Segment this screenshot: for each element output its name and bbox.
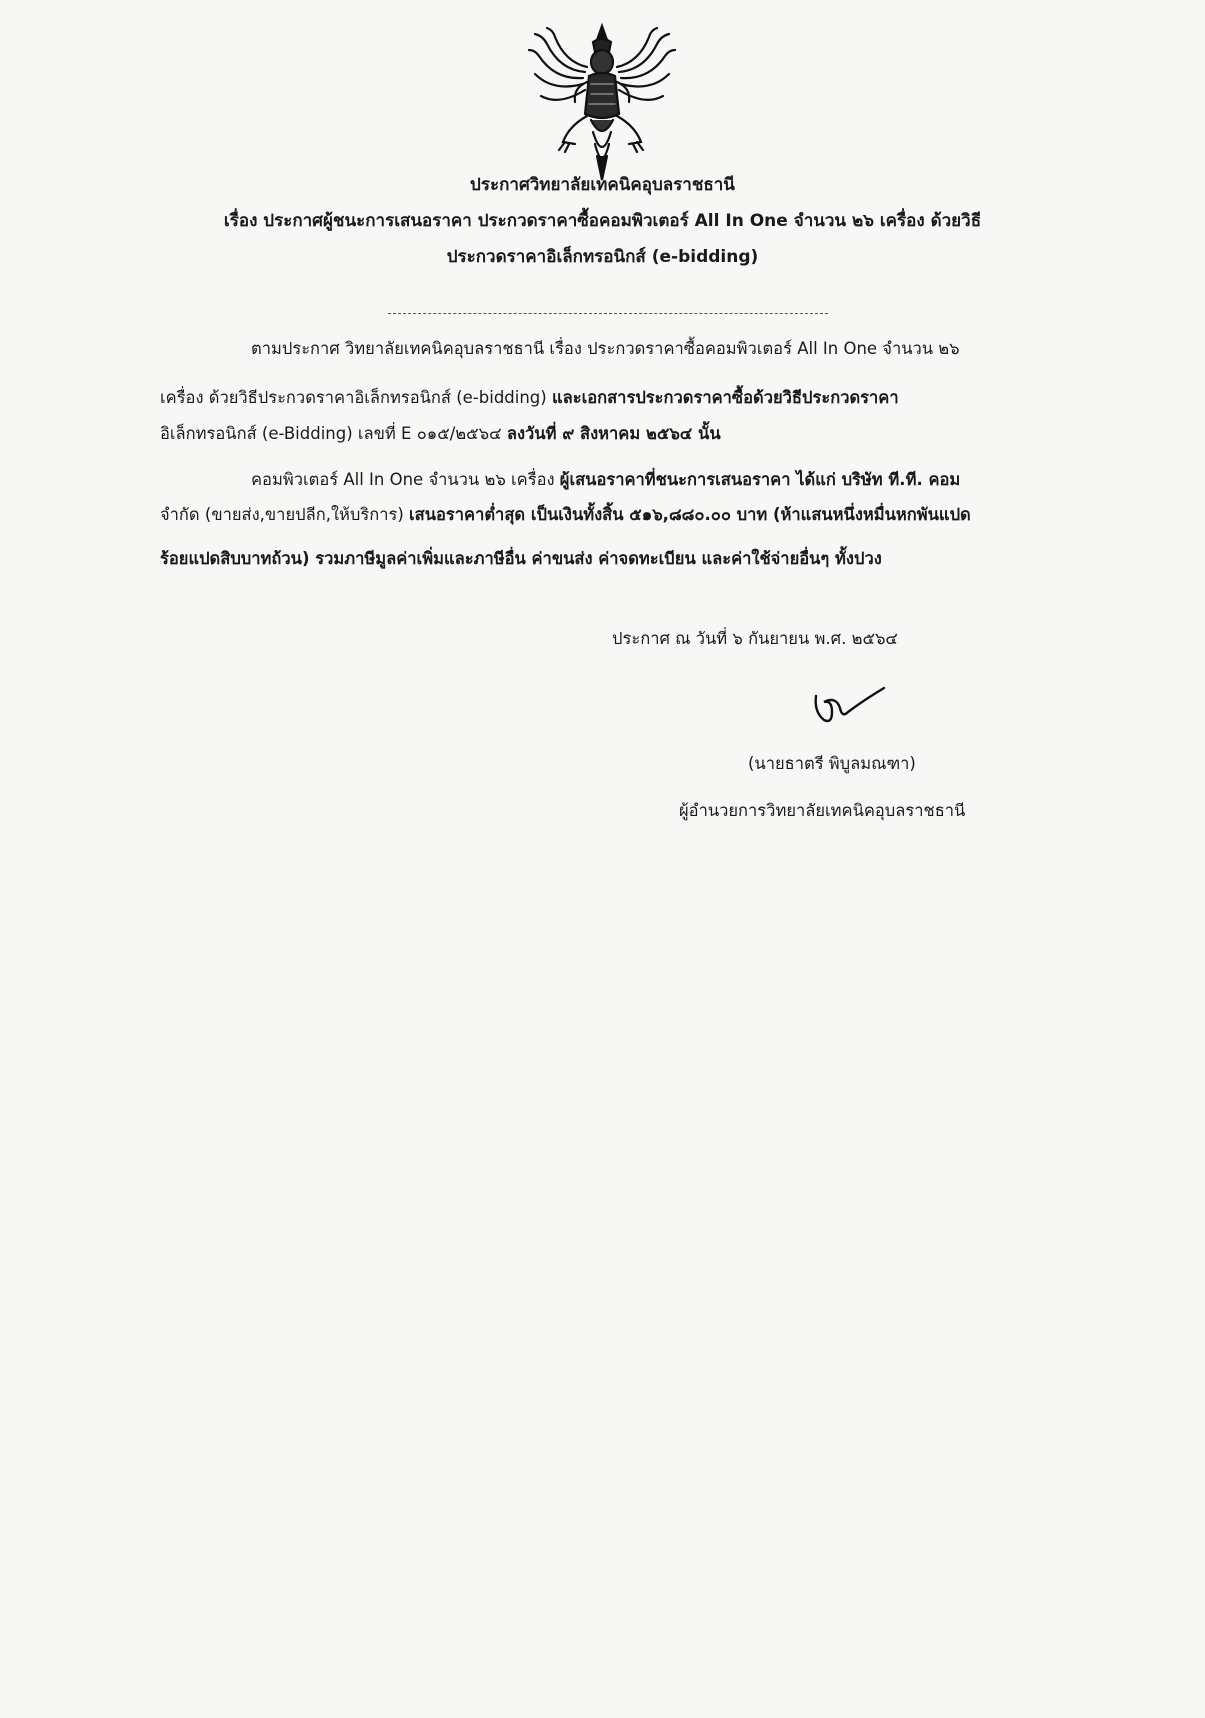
- text-segment-bold: เสนอราคาต่ำสุด เป็นเงินทั้งสิ้น ๕๑๖,๘๘๐.๐๐ บาท (ห้าแสนหนึ่งหมื่นหกพันแปด: [409, 505, 971, 524]
- paragraph-1-line-3: [160, 426, 721, 443]
- text-segment: คอมพิวเตอร์ All In One จำนวน ๒๖ เครื่อง: [251, 470, 560, 489]
- text-segment-bold: และเอกสารประกวดราคาซื้อด้วยวิธีประกวดราคา: [551, 388, 899, 407]
- paragraph-1-line-2: [160, 390, 899, 407]
- signer-title: ผู้อำนวยการวิทยาลัยเทคนิคอุบลราชธานี: [679, 801, 966, 820]
- text-segment: จำกัด (ขายส่ง,ขายปลีก,ให้บริการ): [160, 505, 410, 524]
- paragraph-2-line-2: [160, 507, 971, 524]
- text-segment: อิเล็กทรอนิกส์ (e-Bidding) เลขที่ E ๐๑๕/๒๕๖๔: [160, 424, 507, 443]
- text-segment-bold: ร้อยแปดสิบบาทถ้วน): [160, 549, 316, 568]
- divider-line: [388, 313, 828, 314]
- text-segment-bold: ลงวันที่ ๙ สิงหาคม ๒๕๖๔ นั้น: [506, 424, 721, 443]
- announcement-date: ประกาศ ณ วันที่ ๖ กันยายน พ.ศ. ๒๕๖๔: [612, 629, 898, 648]
- text-segment-bold: ผู้เสนอราคาที่ชนะการเสนอราคา ได้แก่ บริษัท ที.ที. คอม: [559, 470, 961, 489]
- org-title: ประกาศวิทยาลัยเทคนิคอุบลราชธานี: [470, 175, 735, 195]
- subject-line-1: เรื่อง ประกาศผู้ชนะการเสนอราคา ประกวดราคาซื้อคอมพิวเตอร์ All In One จำนวน ๒๖ เครื่อง ด้วยวิธี: [223, 211, 982, 231]
- paragraph-2-line-1: [251, 472, 960, 489]
- signer-name: (นายธาตรี พิบูลมณฑา): [748, 754, 916, 773]
- signature-mark: [810, 682, 900, 732]
- text-segment-bold: รวมภาษีมูลค่าเพิ่มและภาษีอื่น ค่าขนส่ง ค่าจดทะเบียน และค่าใช้จ่ายอื่นๆ ทั้งปวง: [315, 549, 882, 568]
- text-segment: เครื่อง ด้วยวิธีประกวดราคาอิเล็กทรอนิกส์ (e-bidding): [160, 388, 552, 407]
- paragraph-1-line-1: ตามประกาศ วิทยาลัยเทคนิคอุบลราชธานี เรื่อง ประกวดราคาซื้อคอมพิวเตอร์ All In One จำนวน ๒๖: [251, 339, 960, 358]
- garuda-emblem-icon: [525, 22, 680, 184]
- subject-line-2: ประกวดราคาอิเล็กทรอนิกส์ (e-bidding): [446, 247, 759, 267]
- paragraph-2-line-3: [160, 551, 882, 568]
